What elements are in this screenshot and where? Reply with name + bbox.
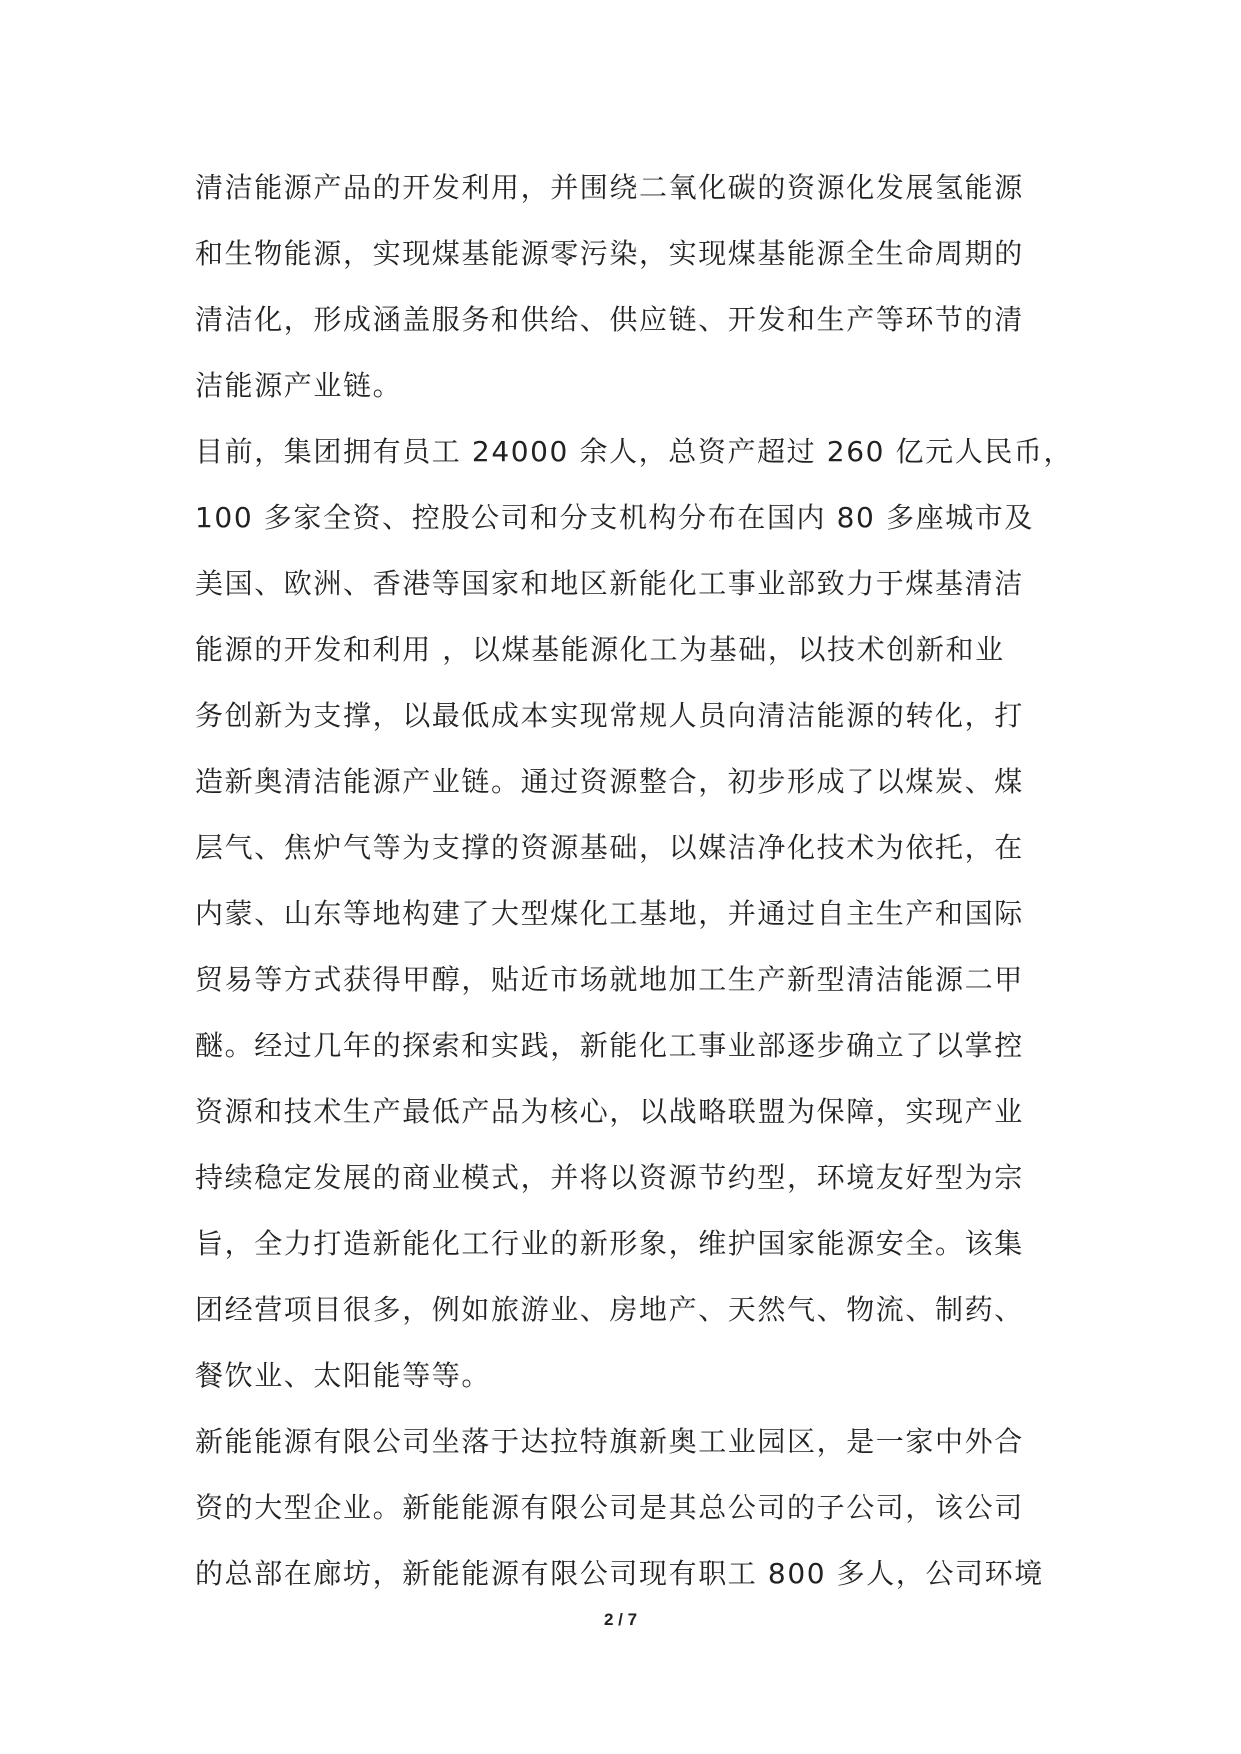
- text-line: 内蒙、山东等地构建了大型煤化工基地，并通过自主生产和国际: [195, 897, 1024, 930]
- text-line: 能源的开发和利用 ，以煤基能源化工为基础，以技术创新和业: [195, 633, 1005, 666]
- text-line: 的总部在廊坊，新能能源有限公司现有职工 800 多人，公司环境: [195, 1557, 1044, 1590]
- text-line: 餐饮业、太阳能等等。: [195, 1359, 492, 1392]
- text-line: 和生物能源，实现煤基能源零污染，实现煤基能源全生命周期的: [195, 237, 1024, 270]
- text-line: 团经营项目很多，例如旅游业、房地产、天然气、物流、制药、: [195, 1293, 1024, 1326]
- text-line: 新能能源有限公司坐落于达拉特旗新奥工业园区，是一家中外合: [195, 1425, 1024, 1458]
- text-line: 100 多家全资、控股公司和分支机构分布在国内 80 多座城市及: [195, 501, 1034, 534]
- text-line: 清洁能源产品的开发利用，并围绕二氧化碳的资源化发展氢能源: [195, 171, 1024, 204]
- text-line: 造新奥清洁能源产业链。通过资源整合，初步形成了以煤炭、煤: [195, 765, 1024, 798]
- page-number: 2 / 7: [603, 1610, 638, 1629]
- text-line: 美国、欧洲、香港等国家和地区新能化工事业部致力于煤基清洁: [195, 567, 1024, 600]
- text-line: 清洁化，形成涵盖服务和供给、供应链、开发和生产等环节的清: [195, 303, 1024, 336]
- text-line: 资源和技术生产最低产品为核心，以战略联盟为保障，实现产业: [195, 1095, 1024, 1128]
- text-line: 洁能源产业链。: [195, 369, 403, 402]
- text-line: 目前，集团拥有员工 24000 余人，总资产超过 260 亿元人民币，: [195, 435, 1074, 468]
- text-line: 持续稳定发展的商业模式，并将以资源节约型，环境友好型为宗: [195, 1161, 1024, 1194]
- text-line: 务创新为支撑，以最低成本实现常规人员向清洁能源的转化，打: [195, 699, 1024, 732]
- text-line: 贸易等方式获得甲醇，贴近市场就地加工生产新型清洁能源二甲: [195, 963, 1024, 996]
- text-line: 醚。经过几年的探索和实践，新能化工事业部逐步确立了以掌控: [195, 1029, 1024, 1062]
- text-line: 资的大型企业。新能能源有限公司是其总公司的子公司，该公司: [195, 1491, 1024, 1524]
- text-line: 层气、焦炉气等为支撑的资源基础，以媒洁净化技术为依托，在: [195, 831, 1024, 864]
- body-text: [195, 155, 1074, 1607]
- text-line: 旨，全力打造新能化工行业的新形象，维护国家能源安全。该集: [195, 1227, 1024, 1260]
